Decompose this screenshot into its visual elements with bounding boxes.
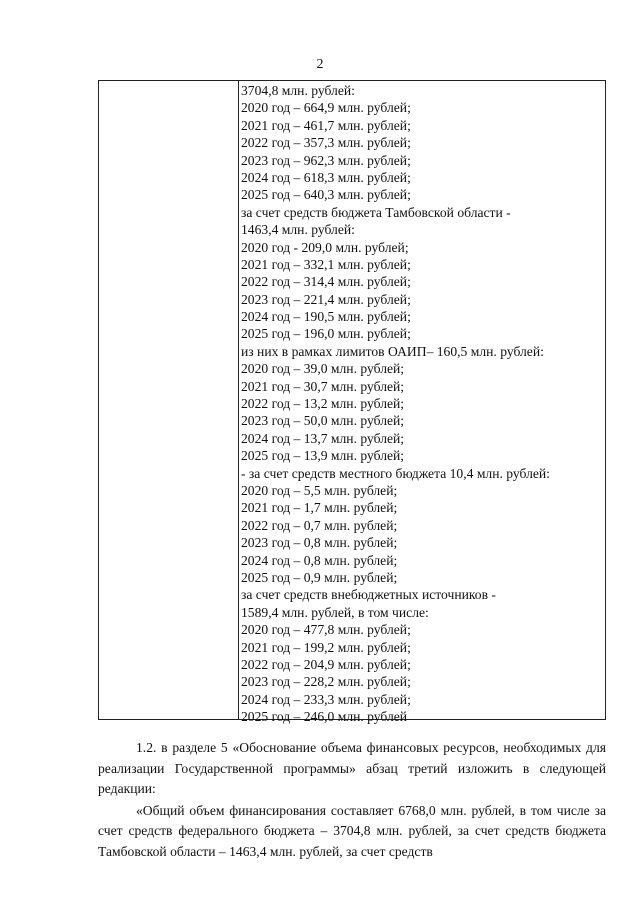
table-line: 1463,4 млн. рублей: xyxy=(241,222,355,238)
table-line: 2024 год – 233,3 млн. рублей; xyxy=(241,691,411,707)
table-line: 2020 год – 5,5 млн. рублей; xyxy=(241,482,398,498)
paragraph-financing-total: «Общий объем финансирования составляет 6768,0 млн. рублей, в том числе за счет средств федерального бюджета – 3704,8 млн. рублей, за счет средств бюджета Тамбовской области – 1463,4 млн. рублей, за счет средств xyxy=(98,802,606,859)
table-line: 2023 год – 0,8 млн. рублей; xyxy=(241,535,398,551)
table-line: 2023 год – 962,3 млн. рублей; xyxy=(241,152,411,168)
table-line: 2021 год – 199,2 млн. рублей; xyxy=(241,639,411,655)
table-line: за счет средств бюджета Тамбовской области - xyxy=(241,204,511,220)
table-line: 2024 год – 0,8 млн. рублей; xyxy=(241,552,398,568)
table-line: 2024 год – 190,5 млн. рублей; xyxy=(241,309,411,325)
table-line: 3704,8 млн. рублей: xyxy=(241,83,355,98)
table-line: 2023 год – 50,0 млн. рублей; xyxy=(241,413,405,429)
document-body xyxy=(98,738,606,862)
table-line: 2021 год – 30,7 млн. рублей; xyxy=(241,378,405,394)
table-line: 1589,4 млн. рублей, в том числе: xyxy=(241,604,429,620)
table-line: 2025 год – 0,9 млн. рублей; xyxy=(241,569,398,585)
table-line: 2020 год – 664,9 млн. рублей; xyxy=(241,100,411,116)
table-line: 2020 год – 39,0 млн. рублей; xyxy=(241,361,405,377)
table-line: 2023 год – 228,2 млн. рублей; xyxy=(241,674,411,690)
table-line: 2023 год – 221,4 млн. рублей; xyxy=(241,291,411,307)
table-line: - за счет средств местного бюджета 10,4 млн. рублей: xyxy=(241,465,550,481)
table-line: из них в рамках лимитов ОАИП– 160,5 млн. рублей: xyxy=(241,343,544,359)
table-line: 2025 год – 640,3 млн. рублей; xyxy=(241,187,411,203)
table-line: 2021 год – 461,7 млн. рублей; xyxy=(241,117,411,133)
table-column-divider xyxy=(238,80,239,720)
table-line: 2022 год – 314,4 млн. рублей; xyxy=(241,274,411,290)
table-line: 2024 год – 13,7 млн. рублей; xyxy=(241,430,405,446)
table-line: за счет средств внебюджетных источников - xyxy=(241,587,496,603)
table-line: 2021 год – 332,1 млн. рублей; xyxy=(241,256,411,272)
table-line: 2024 год – 618,3 млн. рублей; xyxy=(241,169,411,185)
table-line: 2020 год - 209,0 млн. рублей; xyxy=(241,239,409,255)
table-line: 2022 год – 0,7 млн. рублей; xyxy=(241,517,398,533)
table-line: 2022 год – 13,2 млн. рублей; xyxy=(241,396,405,412)
table-line: 2020 год – 477,8 млн. рублей; xyxy=(241,622,411,638)
table-line: 2022 год – 204,9 млн. рублей; xyxy=(241,656,411,672)
table-line: 2021 год – 1,7 млн. рублей; xyxy=(241,500,398,516)
table-line: 2025 год – 13,9 млн. рублей; xyxy=(241,448,405,464)
table-line: 2025 год – 196,0 млн. рублей; xyxy=(241,326,411,342)
page-number: 2 xyxy=(316,57,324,72)
table-line: 2025 год – 246,0 млн. рублей xyxy=(241,709,408,725)
paragraph-amendment: 1.2. в разделе 5 «Обоснование объема финансовых ресурсов, необходимых для реализации Государственной программы» абзац третий изложить в следующей редакции: xyxy=(98,740,606,796)
table-line: 2022 год – 357,3 млн. рублей; xyxy=(241,135,411,151)
table-right-cell xyxy=(241,82,601,725)
